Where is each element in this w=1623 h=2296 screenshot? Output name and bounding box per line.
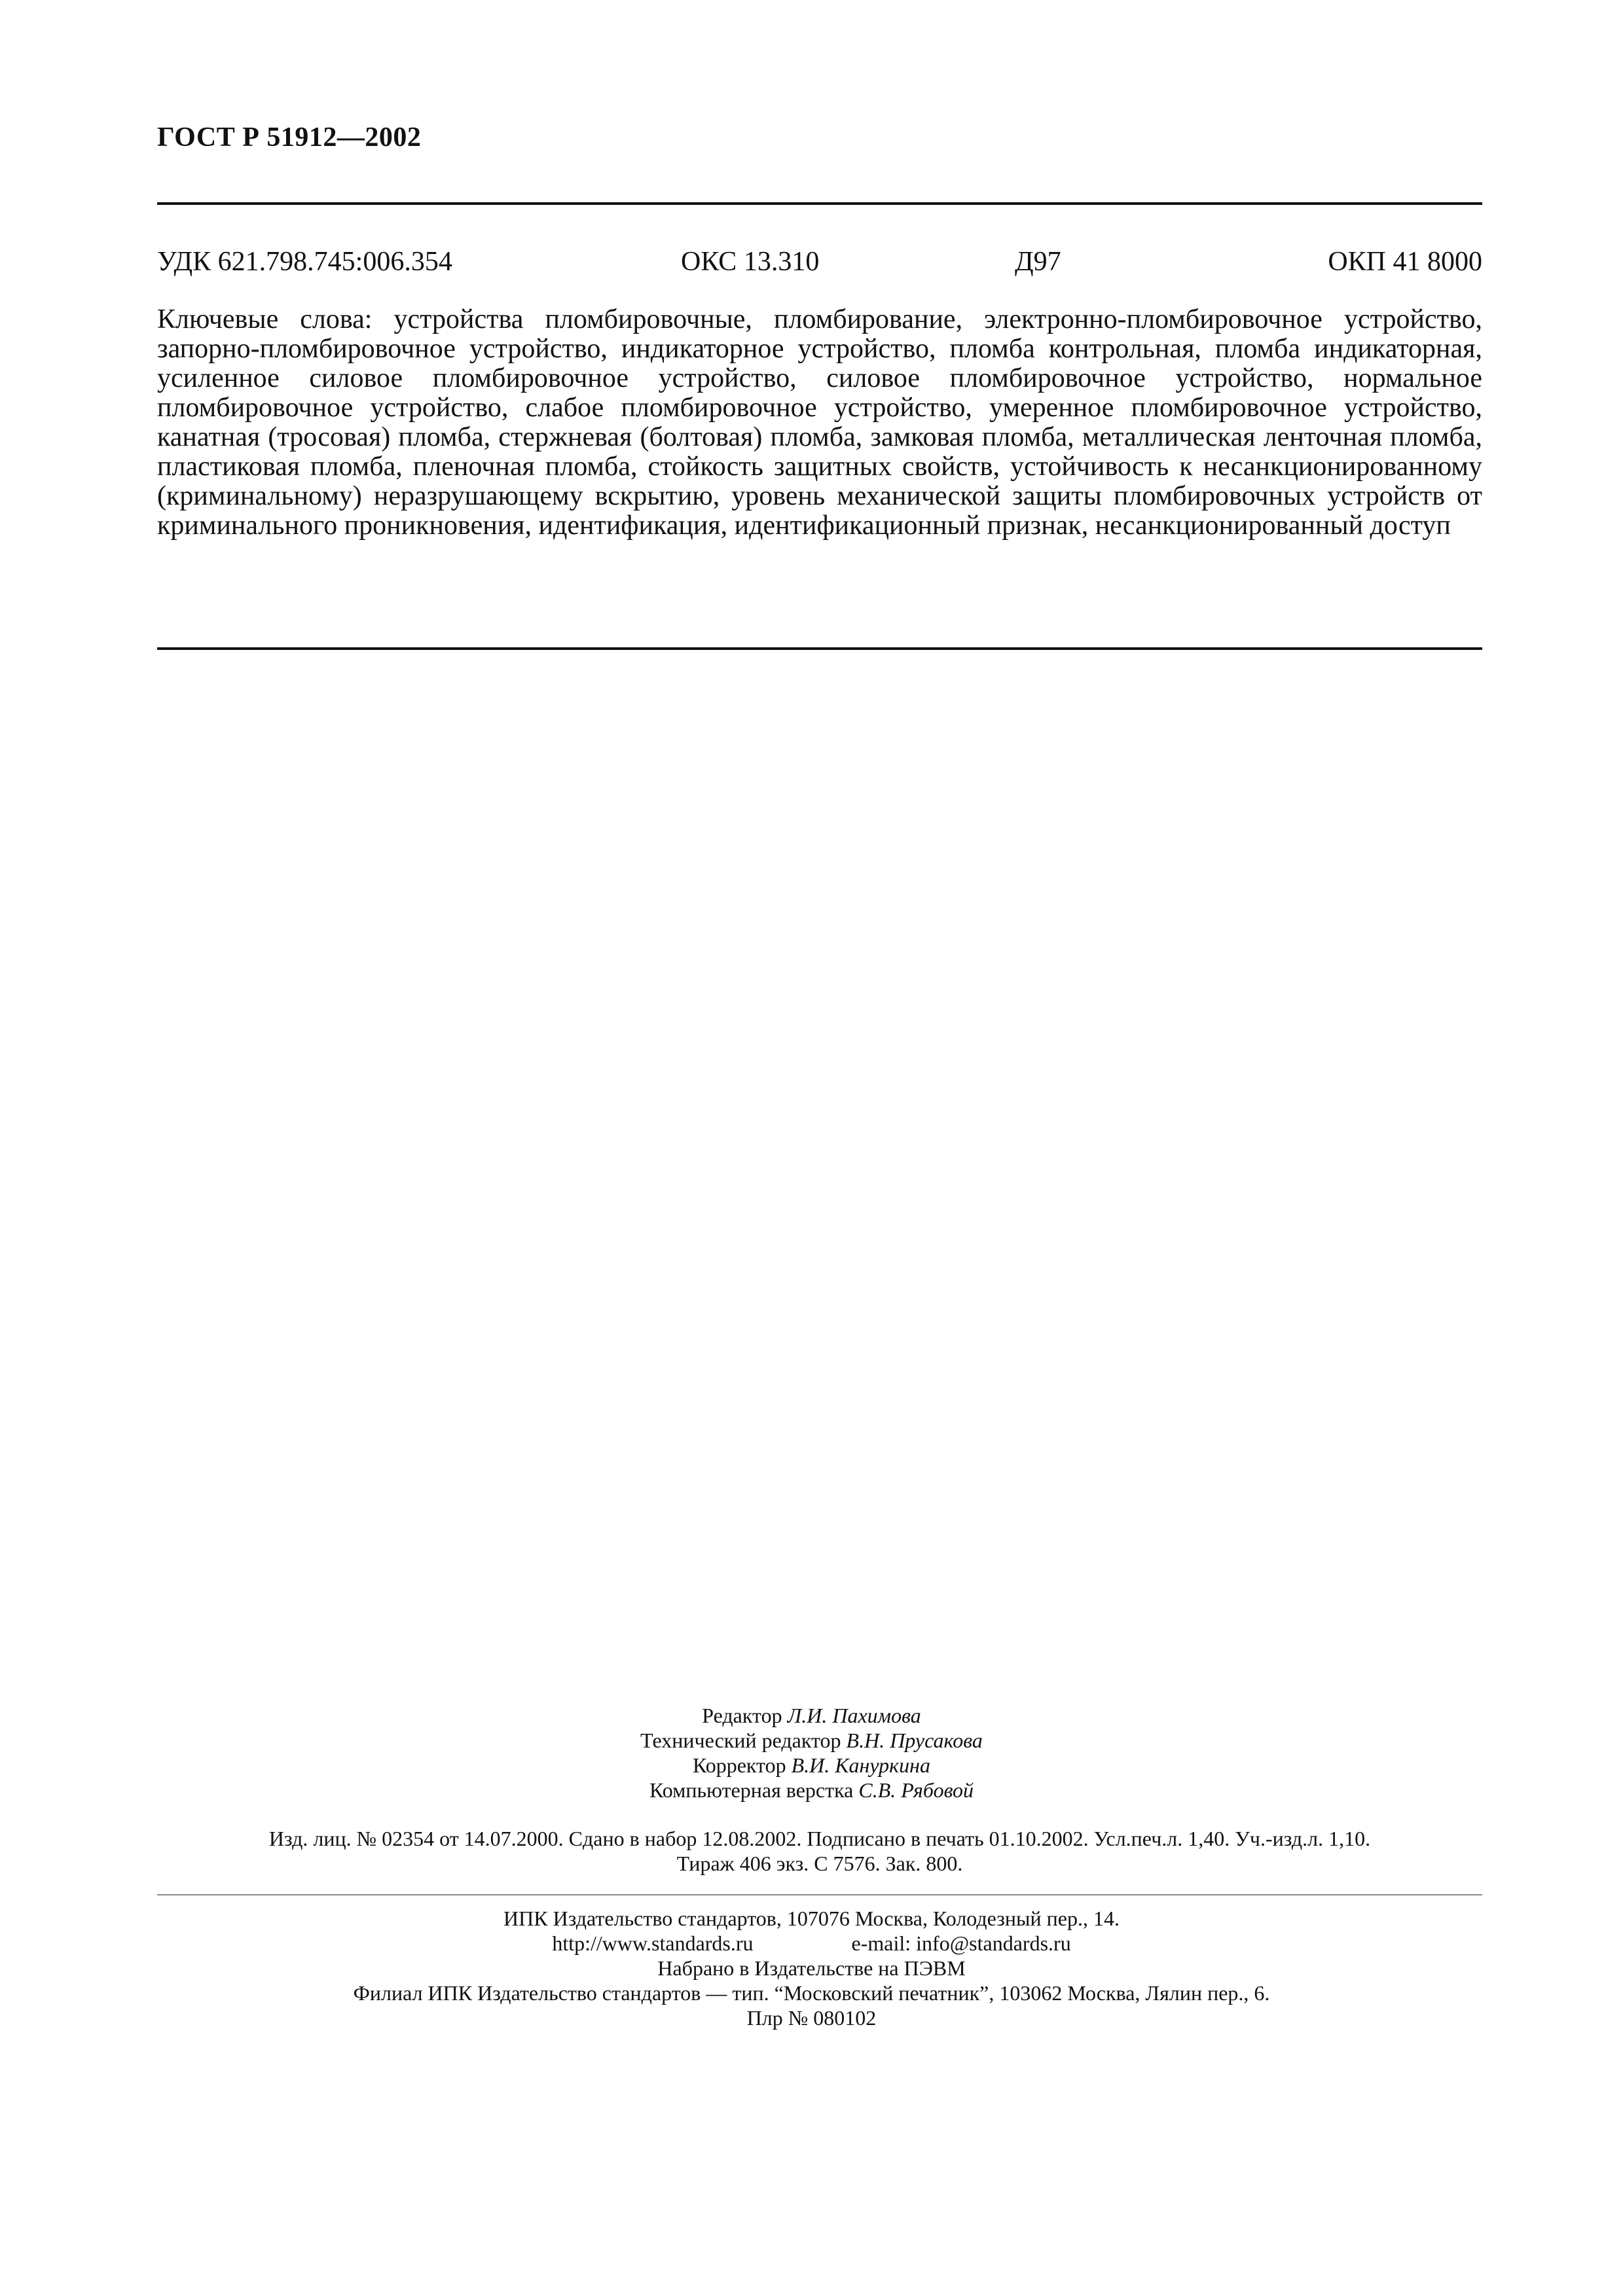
publication-info [157, 1826, 1482, 1876]
website-text: http://www.standards.ru [552, 1931, 754, 1955]
layout-line [0, 1778, 1623, 1803]
d-code: Д97 [1015, 247, 1061, 277]
tech-editor-name: В.Н. Прусакова [846, 1729, 983, 1752]
editor-line [0, 1703, 1623, 1728]
email-text: e-mail: info@standards.ru [851, 1931, 1071, 1955]
tech-editor-role: Технический редактор [640, 1729, 841, 1752]
layout-role: Компьютерная верстка [649, 1778, 854, 1802]
classifier-codes [157, 246, 1482, 283]
document-header: ГОСТ Р 51912—2002 [157, 122, 422, 152]
layout-name: С.В. Рябовой [858, 1778, 974, 1802]
typeset-note: Набрано в Издательстве на ПЭВМ [657, 1956, 966, 1980]
proofreader-line [0, 1753, 1623, 1778]
udk-code: УДК 621.798.745:006.354 [157, 247, 452, 277]
proofreader-role: Корректор [692, 1753, 786, 1777]
publisher-address: ИПК Издательство стандартов, 107076 Москва, Колодезный пер., 14. [503, 1907, 1120, 1930]
contact-line [0, 1931, 1623, 1956]
oks-code: ОКС 13.310 [681, 247, 820, 277]
okp-code: ОКП 41 8000 [1328, 247, 1482, 277]
branch-address: Филиал ИПК Издательство стандартов — тип. “Московский печатник”, 103062 Москва, Лялин пер., 6. [353, 1981, 1270, 2005]
credits-block [0, 1703, 1623, 1803]
editor-name: Л.И. Пахимова [787, 1704, 921, 1727]
imprint-block [0, 1906, 1623, 2030]
imprint-divider [157, 1894, 1482, 1895]
editor-role: Редактор [702, 1704, 782, 1727]
keywords-paragraph: Ключевые слова: устройства пломбировочные, пломбирование, электронно-пломбировочное устройство, запорно-пломбировочное устройство, индикаторное устройство, пломба контрольная, пломба индикаторная, усиленное силовое пломбировочное устройство, силовое пломбировочное устройство, нормальное пломбировочное устройство, слабое пломбировочное устройство, умеренное пломбировочное устройство, канатная (тросовая) пломба, стержневая (болтовая) пломба, замковая пломба, металлическая ленточная пломба, пластиковая пломба, пленочная пломба, стойкость защитных свойств, устойчивость к несанкционированному (криминальному) неразрушающему вскрытию, уровень механической защиты пломбировочных устройств от криминального проникновения, идентификация, идентификационный признак, несанкционированный доступ [157, 304, 1482, 541]
tech-editor-line [0, 1728, 1623, 1753]
top-divider [157, 202, 1482, 205]
keywords-divider [157, 647, 1482, 650]
publication-line-2: Тираж 406 экз. С 7576. Зак. 800. [676, 1852, 963, 1875]
plr-number: Плр № 080102 [746, 2006, 877, 2030]
publication-line-1: Изд. лиц. № 02354 от 14.07.2000. Сдано в набор 12.08.2002. Подписано в печать 01.10.2002. Усл.печ.л. 1,40. Уч.-изд.л. 1,10. [268, 1827, 1371, 1850]
proofreader-name: В.И. Кануркина [791, 1753, 931, 1777]
